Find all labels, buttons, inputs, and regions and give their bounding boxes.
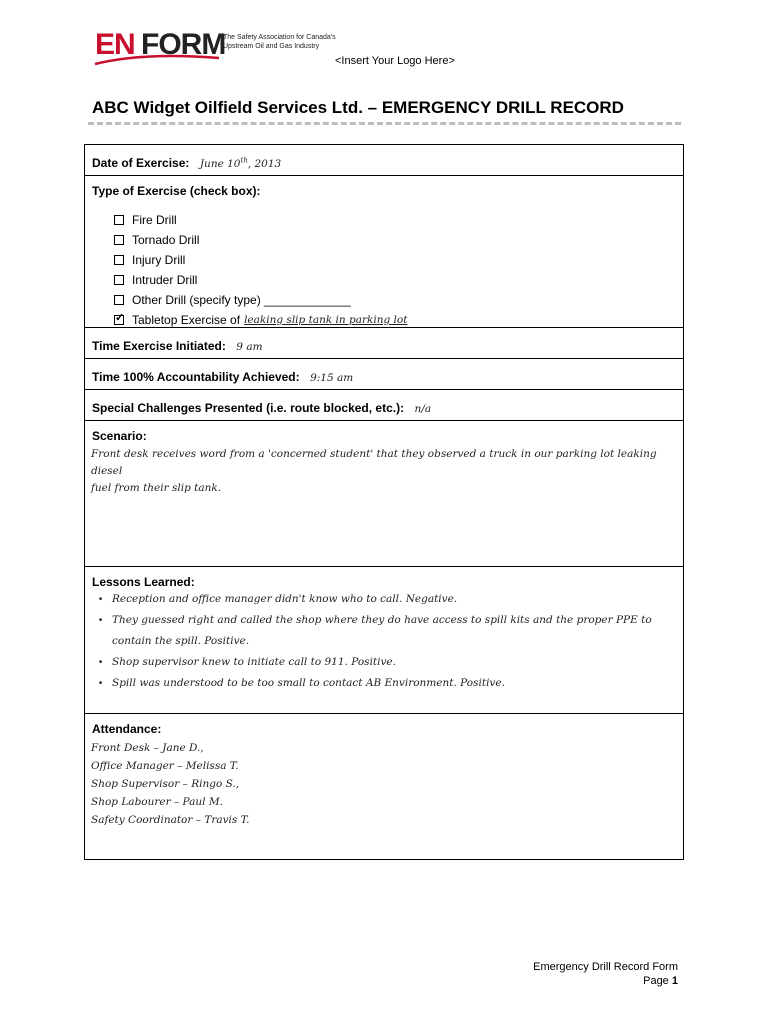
lesson-text: Spill was understood to be too small to contact AB Environment. Positive. (112, 677, 505, 689)
option-label: Fire Drill (132, 213, 177, 227)
list-item (89, 589, 679, 610)
tabletop-detail[interactable]: leaking slip tank in parking lot (244, 314, 408, 326)
option-label: Tornado Drill (132, 233, 200, 247)
attendance-list[interactable] (91, 739, 249, 829)
list-item (89, 652, 679, 673)
checkbox-tabletop-exercise[interactable] (114, 312, 125, 325)
option-tornado-drill[interactable] (114, 230, 407, 250)
exercise-type-label: Type of Exercise (check box): (92, 184, 261, 198)
lesson-text: Reception and office manager didn't know who to call. Negative. (112, 593, 458, 605)
date-value-main: June 10 (199, 158, 241, 170)
footer-page-label: Page (643, 975, 669, 987)
lessons-label: Lessons Learned: (92, 575, 195, 589)
footer-page (533, 974, 678, 988)
bullet-icon: • (98, 615, 103, 626)
insert-logo-placeholder: <Insert Your Logo Here> (335, 55, 455, 67)
option-label: Tabletop Exercise of (132, 313, 241, 327)
scenario-line: fuel from their slip tank. (91, 482, 222, 494)
list-item (89, 673, 679, 694)
scenario-row (85, 421, 683, 567)
option-other-drill[interactable] (114, 290, 407, 310)
challenges-value[interactable]: n/a (414, 403, 432, 415)
attendee: Safety Coordinator – Travis T. (91, 814, 250, 826)
bullet-icon: • (98, 657, 103, 668)
enform-logo (93, 26, 226, 68)
page-footer (533, 960, 678, 988)
page-title: ABC Widget Oilfield Services Ltd. – EMERGENCY DRILL RECORD (92, 98, 624, 117)
list-item (89, 610, 679, 652)
date-value-year: , 2013 (247, 158, 282, 170)
attendance-row (85, 714, 683, 859)
option-label: Other Drill (specify type) _____________ (132, 293, 351, 307)
date-row (85, 145, 683, 176)
challenges-row (85, 390, 683, 421)
checkbox-other-drill[interactable] (114, 295, 124, 305)
logo-brand-part1: EN (95, 28, 135, 61)
footer-page-number: 1 (671, 975, 678, 987)
option-intruder-drill[interactable] (114, 270, 407, 290)
date-value-suffix: th (240, 156, 248, 165)
checkbox-fire-drill[interactable] (114, 215, 124, 225)
scenario-text[interactable] (91, 446, 683, 497)
lessons-list[interactable] (89, 589, 679, 694)
logo-tagline (223, 33, 336, 51)
drill-record-form (84, 144, 684, 860)
initiated-label: Time Exercise Initiated: (92, 339, 226, 353)
date-label: Date of Exercise: (92, 156, 190, 170)
accountability-label: Time 100% Accountability Achieved: (92, 370, 300, 384)
attendee: Office Manager – Melissa T. (91, 760, 239, 772)
bullet-icon: • (98, 678, 103, 689)
challenges-label: Special Challenges Presented (i.e. route blocked, etc.): (92, 401, 405, 415)
footer-form-name: Emergency Drill Record Form (533, 961, 678, 973)
tagline-line2: Upstream Oil and Gas Industry (223, 43, 320, 50)
option-tabletop-exercise[interactable] (114, 310, 407, 330)
initiated-value[interactable]: 9 am (236, 341, 263, 353)
accountability-value[interactable]: 9:15 am (310, 372, 354, 384)
lesson-text: They guessed right and called the shop where they do have access to spill kits and the proper PPE to contain the spill. Positive. (112, 614, 652, 647)
logo-brand-part2: FORM (141, 28, 226, 61)
option-label: Intruder Drill (132, 273, 198, 287)
exercise-type-options (114, 210, 407, 330)
attendee: Front Desk – Jane D., (91, 742, 204, 754)
bullet-icon: • (98, 594, 103, 605)
lessons-row (85, 567, 683, 714)
lesson-text: Shop supervisor knew to initiate call to 911. Positive. (112, 656, 396, 668)
attendance-label: Attendance: (92, 722, 162, 736)
initiated-row (85, 328, 683, 359)
check-mark-icon: ✓ (115, 312, 125, 324)
accountability-row (85, 359, 683, 390)
checkbox-intruder-drill[interactable] (114, 275, 124, 285)
exercise-type-row (85, 176, 683, 328)
option-label: Injury Drill (132, 253, 186, 267)
checkbox-tornado-drill[interactable] (114, 235, 124, 245)
option-injury-drill[interactable] (114, 250, 407, 270)
title-divider (88, 122, 681, 125)
attendee: Shop Supervisor – Ringo S., (91, 778, 240, 790)
tagline-line1: The Safety Association for Canada's (223, 34, 336, 41)
scenario-line: Front desk receives word from a 'concerned student' that they observed a truck in our parking lot leaking diesel (91, 448, 657, 477)
scenario-label: Scenario: (92, 429, 147, 443)
option-fire-drill[interactable] (114, 210, 407, 230)
date-value[interactable] (200, 158, 281, 170)
checkbox-injury-drill[interactable] (114, 255, 124, 265)
attendee: Shop Labourer – Paul M. (91, 796, 223, 808)
